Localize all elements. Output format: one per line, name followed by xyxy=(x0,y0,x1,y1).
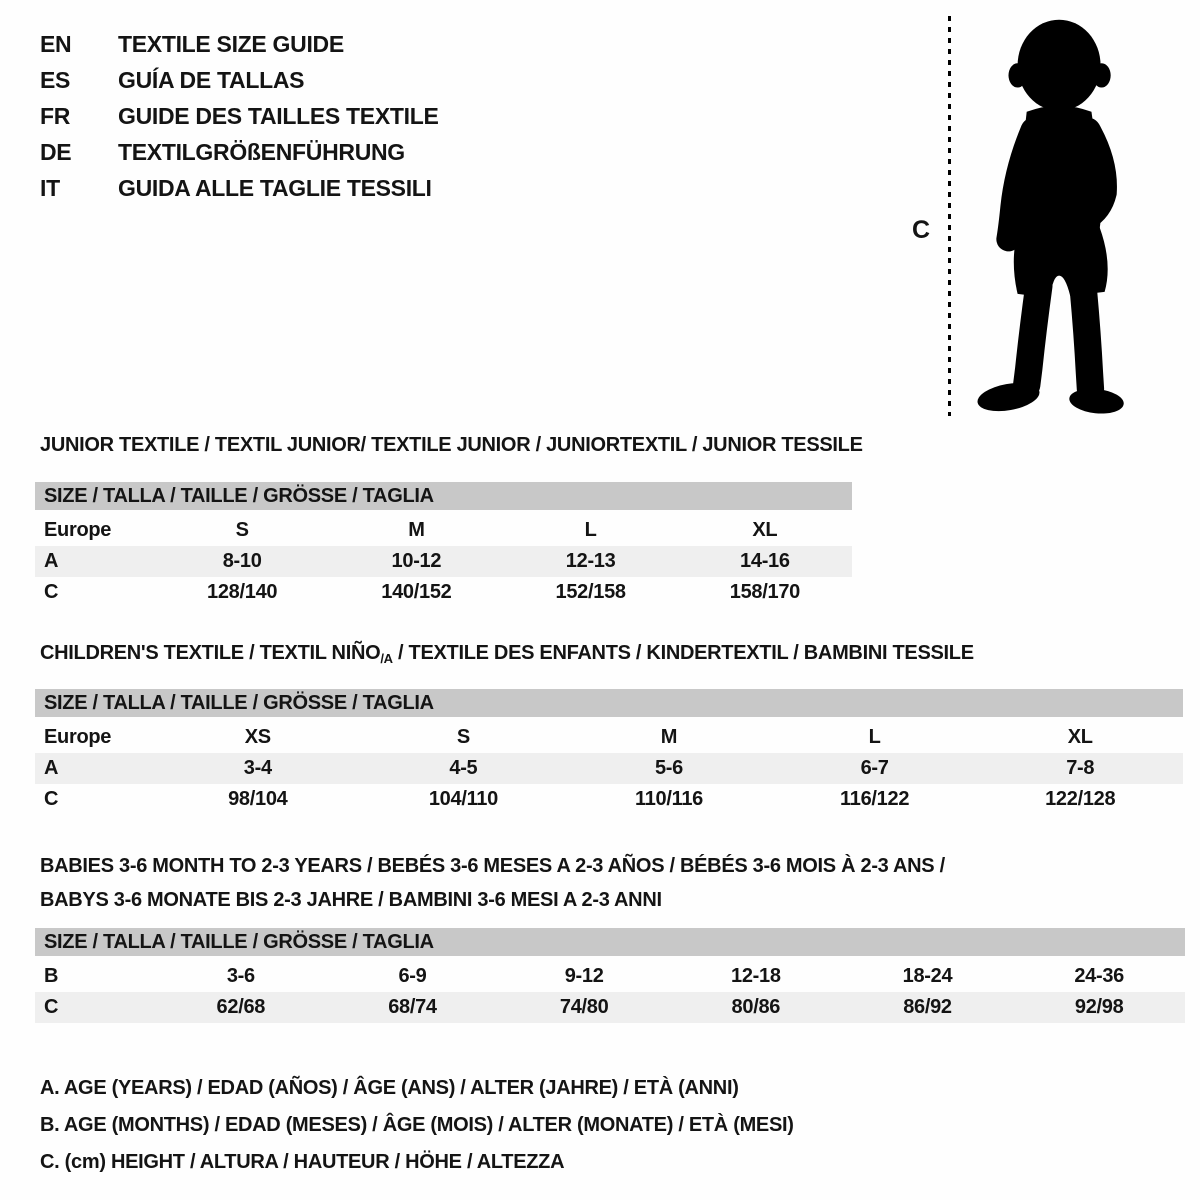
table-cell: XL xyxy=(1067,726,1093,748)
language-list xyxy=(40,26,439,206)
table-cell: S xyxy=(456,726,470,748)
children-title-prefix: CHILDREN'S TEXTILE / TEXTIL NIÑO xyxy=(40,642,381,664)
table-cell: L xyxy=(584,519,597,541)
table-cell: 140/152 xyxy=(381,581,452,603)
measure-label-c: C xyxy=(912,216,930,244)
table-cell: 6-9 xyxy=(398,965,427,987)
table-cell: S xyxy=(235,519,249,541)
table-row xyxy=(35,577,852,608)
junior-section-title: JUNIOR TEXTILE / TEXTIL JUNIOR/ TEXTILE JUNIOR / JUNIORTEXTIL / JUNIOR TESSILE xyxy=(40,434,863,456)
list-item xyxy=(40,134,439,170)
row-label: Europe xyxy=(44,726,112,748)
language-code: FR xyxy=(40,102,71,129)
babies-section-title xyxy=(40,849,945,917)
table-row xyxy=(35,546,852,577)
table-row xyxy=(35,784,1183,815)
height-measure-line xyxy=(948,16,951,416)
row-label: B xyxy=(44,965,59,987)
list-item xyxy=(40,26,439,62)
list-item xyxy=(40,98,439,134)
table-row xyxy=(35,961,1185,992)
table-cell: 3-4 xyxy=(243,757,272,779)
table-row xyxy=(35,753,1183,784)
row-label: Europe xyxy=(44,519,112,541)
table-cell: 122/128 xyxy=(1045,788,1116,810)
language-title: TEXTILE SIZE GUIDE xyxy=(118,30,344,57)
language-title: GUÍA DE TALLAS xyxy=(118,66,305,93)
language-code: EN xyxy=(40,30,72,57)
row-label: C xyxy=(44,996,59,1018)
language-code: ES xyxy=(40,66,71,93)
table-header: SIZE / TALLA / TAILLE / GRÖSSE / TAGLIA xyxy=(35,482,852,510)
list-item xyxy=(40,62,439,98)
table-cell: 10-12 xyxy=(391,550,442,572)
height-figure xyxy=(900,0,1200,440)
language-code: DE xyxy=(40,138,72,165)
table-cell: 7-8 xyxy=(1066,757,1095,779)
table-row xyxy=(35,722,1183,753)
list-item xyxy=(40,170,439,206)
table-header: SIZE / TALLA / TAILLE / GRÖSSE / TAGLIA xyxy=(35,689,1183,717)
baby-silhouette-icon xyxy=(966,14,1138,420)
row-label: A xyxy=(44,550,59,572)
table-cell: 80/86 xyxy=(731,996,781,1018)
table-cell: 8-10 xyxy=(222,550,262,572)
table-cell: XL xyxy=(752,519,778,541)
table-cell: 116/122 xyxy=(840,788,910,810)
children-title-suffix: / TEXTILE DES ENFANTS / KINDERTEXTIL / BAMBINI TESSILE xyxy=(392,642,974,664)
table-cell: 12-13 xyxy=(565,550,616,572)
table-cell: 6-7 xyxy=(860,757,889,779)
table-cell: 104/110 xyxy=(428,788,498,810)
table-cell: M xyxy=(660,726,678,748)
table-cell: 74/80 xyxy=(559,996,609,1018)
table-row xyxy=(35,992,1185,1023)
babies-size-table xyxy=(35,928,1185,1023)
children-size-table xyxy=(35,689,1183,815)
language-title: GUIDA ALLE TAGLIE TESSILI xyxy=(118,174,432,201)
table-cell: 5-6 xyxy=(654,757,683,779)
children-title-sub: /A xyxy=(380,651,393,666)
babies-title-line2: BABYS 3-6 MONATE BIS 2-3 JAHRE / BAMBINI 3-6 MESI A 2-3 ANNI xyxy=(40,889,662,911)
row-label: A xyxy=(44,757,59,779)
table-cell: XS xyxy=(244,726,271,748)
table-cell: 92/98 xyxy=(1074,996,1124,1018)
table-cell: M xyxy=(408,519,425,541)
table-cell: L xyxy=(868,726,881,748)
table-cell: 18-24 xyxy=(902,965,953,987)
table-header: SIZE / TALLA / TAILLE / GRÖSSE / TAGLIA xyxy=(35,928,1185,956)
row-label: C xyxy=(44,581,59,603)
table-cell: 86/92 xyxy=(903,996,952,1018)
table-cell: 14-16 xyxy=(740,550,790,572)
table-cell: 24-36 xyxy=(1074,965,1124,987)
table-cell: 110/116 xyxy=(634,788,703,810)
table-cell: 98/104 xyxy=(228,788,288,810)
table-cell: 152/158 xyxy=(555,581,626,603)
language-title: TEXTILGRÖßENFÜHRUNG xyxy=(118,138,405,165)
junior-size-table xyxy=(35,482,852,608)
children-section-title xyxy=(40,642,974,666)
note-age-years: A. AGE (YEARS) / EDAD (AÑOS) / ÂGE (ANS) / ALTER (JAHRE) / ETÀ (ANNI) xyxy=(40,1077,739,1099)
language-title: GUIDE DES TAILLES TEXTILE xyxy=(118,102,439,129)
table-cell: 4-5 xyxy=(449,757,478,779)
language-code: IT xyxy=(40,174,60,201)
table-row xyxy=(35,515,852,546)
table-cell: 12-18 xyxy=(731,965,781,987)
table-cell: 128/140 xyxy=(207,581,278,603)
table-cell: 3-6 xyxy=(226,965,255,987)
table-cell: 62/68 xyxy=(216,996,266,1018)
table-cell: 158/170 xyxy=(729,581,800,603)
table-cell: 9-12 xyxy=(564,965,604,987)
note-age-months: B. AGE (MONTHS) / EDAD (MESES) / ÂGE (MOIS) / ALTER (MONATE) / ETÀ (MESI) xyxy=(40,1114,794,1136)
note-height-cm: C. (cm) HEIGHT / ALTURA / HAUTEUR / HÖHE / ALTEZZA xyxy=(40,1151,565,1173)
row-label: C xyxy=(44,788,59,810)
table-cell: 68/74 xyxy=(388,996,437,1018)
babies-title-line1: BABIES 3-6 MONTH TO 2-3 YEARS / BEBÉS 3-6 MESES A 2-3 AÑOS / BÉBÉS 3-6 MOIS À 2-3 ANS / xyxy=(40,855,945,877)
legend-notes xyxy=(40,1070,794,1181)
